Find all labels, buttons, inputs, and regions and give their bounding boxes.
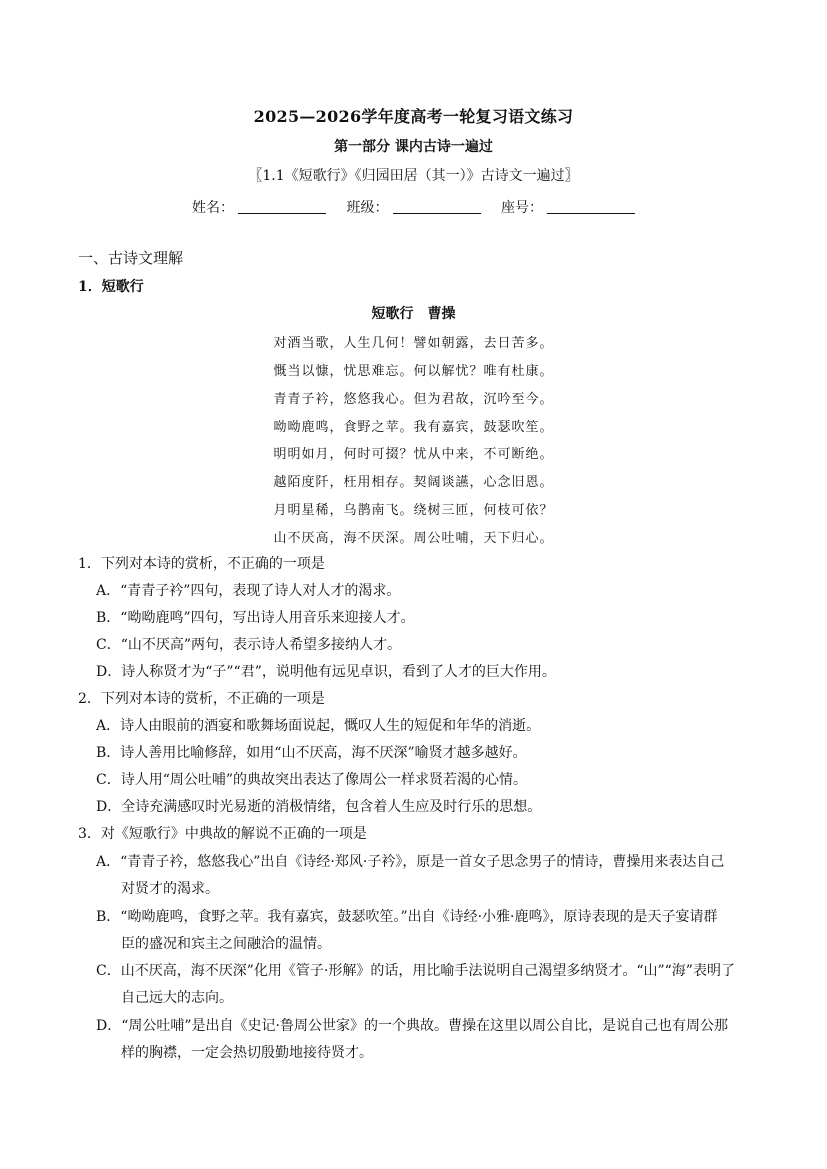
poem-line: 山不厌高，海不厌深。周公吐哺，天下归心。 — [273, 531, 554, 546]
option-c[interactable]: C．山不厌高，海不厌深”化用《管子·形解》的话，用比喻手法说明自己渴望多纳贤才。“山”“海”表明了 — [96, 963, 735, 979]
question-group-heading: 1．短歌行 — [78, 279, 144, 295]
poem-line: 对酒当歌，人生几何！譬如朝露，去日苦多。 — [273, 336, 554, 351]
part-title: 第一部分 课内古诗一遍过 — [334, 139, 493, 155]
name-blank[interactable] — [238, 199, 326, 214]
class-field — [347, 197, 481, 217]
option-a-continued: 对贤才的渴求。 — [121, 881, 219, 897]
option-b[interactable]: B．“呦呦鹿鸣”四句，写出诗人用音乐来迎接人才。 — [96, 610, 415, 626]
question-stem: 2．下列对本诗的赏析，不正确的一项是 — [78, 691, 325, 707]
poem-line: 明明如月，何时可掇？忧从中来，不可断绝。 — [273, 447, 554, 462]
poem-line: 慨当以慷，忧思难忘。何以解忧？唯有杜康。 — [273, 364, 554, 379]
seat-blank[interactable] — [547, 199, 635, 214]
seat-field — [501, 197, 635, 217]
option-d-continued: 样的胸襟，一定会热切殷勤地接待贤才。 — [121, 1045, 373, 1061]
option-a[interactable]: A．“青青子衿，悠悠我心”出自《诗经·郑风·子衿》，原是一首女子思念男子的情诗，曹操用来表达自己 — [96, 854, 725, 870]
poem-line: 呦呦鹿鸣，食野之苹。我有嘉宾，鼓瑟吹笙。 — [273, 420, 554, 435]
option-d[interactable]: D．全诗充满感叹时光易逝的消极情绪，包含着人生应及时行乐的思想。 — [96, 799, 542, 815]
page-title: 2025—2026学年度高考一轮复习语文练习 — [253, 107, 574, 126]
name-field — [192, 197, 326, 217]
option-c[interactable]: C．“山不厌高”两句，表示诗人希望多接纳人才。 — [96, 637, 402, 653]
poem-line: 越陌度阡，枉用相存。契阔谈讌，心念旧恩。 — [273, 475, 554, 490]
class-blank[interactable] — [393, 199, 481, 214]
class-label: 班级： — [346, 200, 389, 216]
section-heading: 一、古诗文理解 — [78, 249, 184, 267]
question-stem: 3．对《短歌行》中典故的解说不正确的一项是 — [78, 826, 367, 842]
option-b[interactable]: B．“呦呦鹿鸣，食野之苹。我有嘉宾，鼓瑟吹笙。”出自《诗经·小雅·鹿鸣》，原诗表现的是天子宴请群 — [96, 909, 718, 925]
seat-label: 座号： — [500, 200, 543, 216]
option-b-continued: 臣的盛况和宾主之间融洽的温情。 — [121, 936, 331, 952]
option-b[interactable]: B．诗人善用比喻修辞，如用“山不厌高，海不厌深”喻贤才越多越好。 — [96, 745, 527, 761]
poem-line: 月明星稀，乌鹊南飞。绕树三匝，何枝可依？ — [273, 503, 554, 518]
option-a[interactable]: A．诗人由眼前的酒宴和歌舞场面说起，慨叹人生的短促和年华的消逝。 — [96, 718, 541, 734]
student-info — [0, 197, 827, 217]
option-d[interactable]: D．诗人称贤才为“子”“君”，说明他有远见卓识，看到了人才的巨大作用。 — [96, 664, 556, 680]
lesson-title: 〖1.1《短歌行》《归园田居（其一）》古诗文一遍过〗 — [248, 168, 579, 184]
option-a[interactable]: A．“青青子衿”四句，表现了诗人对人才的渴求。 — [96, 583, 401, 599]
option-d[interactable]: D．“周公吐哺”是出自《史记·鲁周公世家》的一个典故。曹操在这里以周公自比，是说自己也有周公那 — [96, 1018, 728, 1034]
poem-line: 青青子衿，悠悠我心。但为君故，沉吟至今。 — [273, 392, 554, 407]
question-stem: 1．下列对本诗的赏析，不正确的一项是 — [78, 556, 325, 572]
poem-title: 短歌行 曹操 — [371, 306, 456, 322]
name-label: 姓名： — [192, 200, 235, 216]
option-c[interactable]: C．诗人用“周公吐哺”的典故突出表达了像周公一样求贤若渴的心情。 — [96, 772, 528, 788]
option-c-continued: 自己远大的志向。 — [121, 990, 233, 1006]
